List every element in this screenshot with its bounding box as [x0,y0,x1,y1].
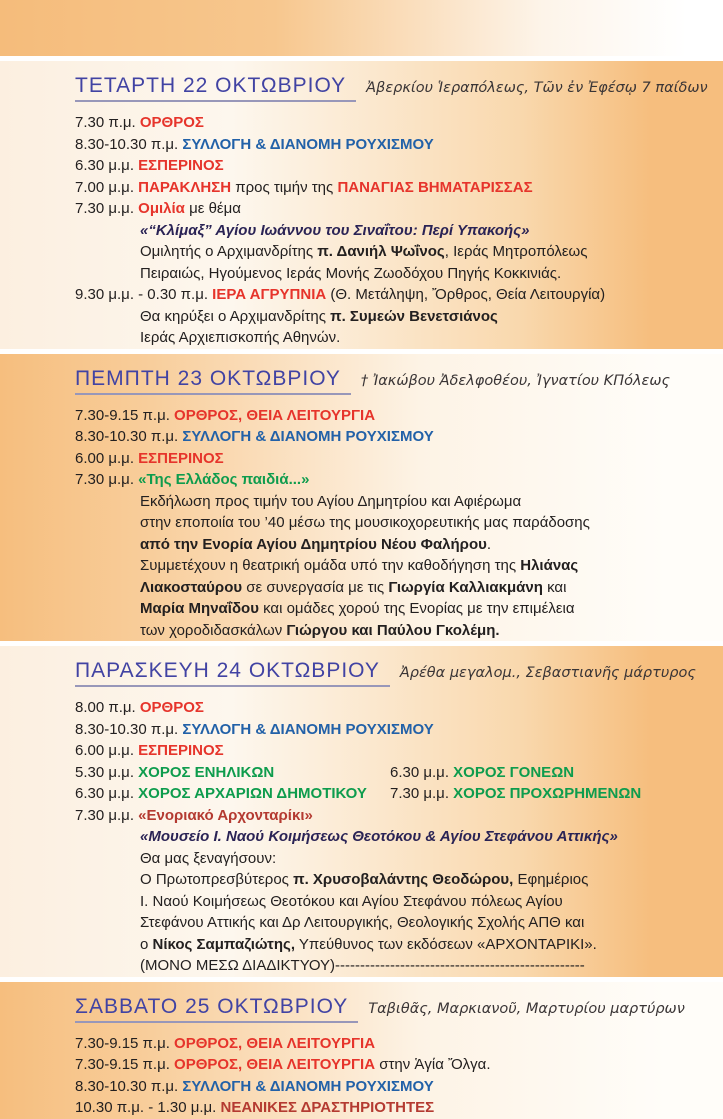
text-segment: π. Δανιήλ Ψωΐνος [317,243,445,260]
text-segment: ΠΑΝΑΓΙΑΣ ΒΗΜΑΤΑΡΙΣΣΑΣ [337,178,533,196]
text-segment: 6.30 μ.μ. [75,785,139,802]
schedule-line [140,327,693,349]
day-section-friday-24 [0,646,723,977]
text-segment: 7.00 μ.μ. [75,178,139,196]
day-title: ΠΕΜΠΤΗ 23 ΟΚΤΩΒΡΙΟΥ [75,367,351,395]
text-segment: ΟΡΘΡΟΣ, ΘΕΙΑ ΛΕΙΤΟΥΡΓΙΑ [174,1056,376,1073]
schedule-line [75,448,693,470]
text-segment: Εκδήλωση προς τιμήν του Αγίου Δημητρίου και Αφιέρωμα [140,492,522,510]
text-segment: 9.30 μ.μ. - 0.30 π.μ. [75,286,213,303]
schedule-line [75,198,693,220]
text-segment: π. Χρυσοβαλάντης Θεοδώρου, [293,871,514,888]
text-segment: 8.30-10.30 π.μ. [75,1077,183,1095]
day-header [75,74,708,102]
text-segment: 7.30 μ.μ. [390,785,454,802]
day-section-saturday-25 [0,982,723,1119]
schedule-line [140,491,693,513]
text-segment: από την Ενορία Αγίου Δημητρίου Νέου Φαλήρου [140,535,487,553]
text-segment: ΧΟΡΟΣ ΓΟΝΕΩΝ [453,763,575,781]
schedule-line [75,1097,693,1119]
text-segment: 7.30 μ.μ. [75,200,139,217]
text-segment: 6.30 μ.μ. [390,763,454,781]
text-segment: 6.00 μ.μ. [75,742,139,759]
schedule-line [75,740,693,762]
feast-names: Ἀρέθα μεγαλομ., Σεβαστιανῆς μάρτυρος [399,665,696,681]
text-segment: στην Ἁγία Ὄλγα. [375,1056,491,1073]
feast-names: † Ἰακώβου Ἀδελφοθέου, Ἰγνατίου ΚΠόλεως [360,372,671,389]
text-segment: Θα κηρύξει ο Αρχιμανδρίτης [140,307,331,325]
text-segment: 8.00 π.μ. [75,699,140,716]
text-segment: ΟΡΘΡΟΣ [139,699,204,716]
feast-names: Ταβιθᾶς, Μαρκιανοῦ, Μαρτυρίου μαρτύρων [368,1000,685,1017]
text-segment: ΣΥΛΛΟΓΗ & ΔΙΑΝΟΜΗ ΡΟΥΧΙΣΜΟΥ [182,1077,434,1095]
text-segment: Συμμετέχουν η θεατρική ομάδα υπό την καθοδήγηση της [140,557,521,574]
text-segment: Εφημέριος [513,871,589,888]
feast-names: Ἀβερκίου Ἱεραπόλεως, Τῶν ἐν Ἐφέσῳ 7 παίδων [366,80,708,96]
schedule-line [75,284,693,306]
text-segment: «Της Ελλάδος παιδιά...» [138,471,310,488]
text-segment: Ι. Ναού Κοιμήσεως Θεοτόκου και Αγίου Στεφάνου πόλεως Αγίου [140,892,563,910]
schedule-column [390,783,641,805]
schedule-line [75,805,693,827]
schedule-line [75,405,693,427]
text-segment: 6.30 μ.μ. [75,157,139,174]
day-title: ΤΕΤΑΡΤΗ 22 ΟΚΤΩΒΡΙΟΥ [75,74,356,102]
day-section-wednesday-22 [0,61,723,349]
text-segment: ΝΕΑΝΙΚΕΣ ΔΡΑΣΤΗΡΙΟΤΗΤΕΣ [220,1099,435,1116]
schedule-line [75,697,693,719]
schedule-line [140,306,693,328]
text-segment: ΧΟΡΟΣ ΠΡΟΧΩΡΗΜΕΝΩΝ [453,785,642,802]
schedule-line [75,1076,693,1098]
schedule-line [75,1033,693,1055]
text-segment: «“Κλίμαξ” Αγίου Ιωάννου του Σιναΐτου: Περί Υπακοής» [140,221,530,239]
schedule-line [140,555,693,577]
day-header [75,995,693,1023]
text-segment: , Ιεράς Μητροπόλεως [444,243,588,260]
text-segment: Ηλιάνας [520,557,579,574]
schedule-line [140,891,693,913]
text-segment: Υπεύθυνος των εκδόσεων «ΑΡΧΟΝΤΑΡΙΚΙ». [295,935,597,953]
schedule-column [390,762,574,784]
schedule-line [140,577,693,599]
text-segment: 7.30 π.μ. [75,114,140,131]
schedule-line [75,426,693,448]
schedule-line [140,826,693,848]
text-segment: Ο Πρωτοπρεσβύτερος [140,871,294,888]
text-segment: π. Συμεών Βενετσιάνος [330,307,498,325]
text-segment: ΟΡΘΡΟΣ, ΘΕΙΑ ΛΕΙΤΟΥΡΓΙΑ [174,1034,376,1052]
schedule-sections [0,61,723,1119]
day-header [75,367,693,395]
text-segment: 10.30 π.μ. - 1.30 μ.μ. [75,1099,221,1116]
schedule-line [75,762,693,784]
day-section-thursday-23 [0,354,723,642]
text-segment: Πειραιώς, Ηγούμενος Ιεράς Μονής Ζωοδόχου Πηγής Κοκκινιάς. [140,264,562,282]
schedule-line [140,620,693,642]
text-segment: ΣΥΛΛΟΓΗ & ΔΙΑΝΟΜΗ ΡΟΥΧΙΣΜΟΥ [182,135,434,153]
text-segment: ΟΡΘΡΟΣ [139,114,204,131]
text-segment: στην εποποιία του ’40 μέσω της μουσικοχορευτικής μας παράδοσης [140,514,590,531]
schedule-line [75,469,693,491]
text-segment: Ομιλία [138,200,185,217]
text-segment: ΙΕΡΑ ΑΓΡΥΠΝΙΑ [212,286,327,303]
text-segment: 5.30 μ.μ. [75,763,139,781]
schedule-line [140,934,693,956]
text-segment: Γιώργου και Παύλου Γκολέμη. [286,621,500,639]
day-title: ΠΑΡΑΣΚΕΥΗ 24 ΟΚΤΩΒΡΙΟΥ [75,659,390,687]
text-segment: ΣΥΛΛΟΓΗ & ΔΙΑΝΟΜΗ ΡΟΥΧΙΣΜΟΥ [182,428,434,445]
day-header [75,659,696,687]
text-segment: ο [140,935,153,953]
text-segment: Ομιλητής ο Αρχιμανδρίτης [140,243,318,260]
schedule-line [140,220,693,242]
text-segment: 8.30-10.30 π.μ. [75,135,183,153]
schedule-line [140,241,693,263]
text-segment: ΟΡΘΡΟΣ, ΘΕΙΑ ΛΕΙΤΟΥΡΓΙΑ [174,406,376,424]
text-segment: με θέμα [184,200,241,217]
schedule-line [75,155,693,177]
text-segment: 7.30-9.15 π.μ. [75,406,175,424]
schedule-line [75,719,693,741]
text-segment: ΧΟΡΟΣ ΑΡΧΑΡΙΩΝ ΔΗΜΟΤΙΚΟΥ [138,785,367,802]
schedule-line [140,869,693,891]
text-segment: 7.30 μ.μ. [75,806,139,824]
schedule-line [140,512,693,534]
text-segment: Νίκος Σαμπαζιώτης, [152,935,295,953]
schedule-line [140,912,693,934]
text-segment: 7.30-9.15 π.μ. [75,1056,175,1073]
text-segment: 7.30-9.15 π.μ. [75,1034,175,1052]
text-segment: Θα μας ξεναγήσουν: [140,849,277,867]
text-segment: Ιεράς Αρχιεπισκοπής Αθηνών. [140,329,341,346]
text-segment: . [486,535,492,553]
schedule-line [75,112,693,134]
text-segment: Μαρία Μηναΐδου [140,600,259,617]
text-segment: ΕΣΠΕΡΙΝΟΣ [138,157,224,174]
text-segment: ΕΣΠΕΡΙΝΟΣ [138,449,224,467]
day-title: ΣΑΒΒΑΤΟ 25 ΟΚΤΩΒΡΙΟΥ [75,995,358,1023]
schedule-line [75,1054,693,1076]
text-segment: των χοροδιδασκάλων [140,621,287,639]
text-segment: (Θ. Μετάληψη, Ὄρθρος, Θεία Λειτουργία) [326,286,606,303]
text-segment: ΣΥΛΛΟΓΗ & ΔΙΑΝΟΜΗ ΡΟΥΧΙΣΜΟΥ [182,720,434,738]
text-segment: Στεφάνου Αττικής και Δρ Λειτουργικής, Θεολογικής Σχολής ΑΠΘ και [140,914,585,931]
text-segment: και [542,578,567,596]
text-segment: ΠΑΡΑΚΛΗΣΗ [138,178,232,196]
text-segment: Γιωργία Καλλιακμάνη [388,578,543,596]
text-segment: (ΜΟΝΟ ΜΕΣΩ ΔΙΑΔΙΚΤΥΟΥ)-------------------------------------------------- [140,957,585,974]
text-segment: ΕΣΠΕΡΙΝΟΣ [138,742,224,759]
schedule-column [75,783,390,805]
text-segment: 6.00 μ.μ. [75,449,139,467]
text-segment: σε συνεργασία με τις [242,578,389,596]
schedule-line [140,848,693,870]
text-segment: και ομάδες χορού της Ενορίας με την επιμέλεια [258,600,575,617]
text-segment: ΧΟΡΟΣ ΕΝΗΛΙΚΩΝ [138,763,275,781]
schedule-line [140,598,693,620]
text-segment: 7.30 μ.μ. [75,471,139,488]
text-segment: «Μουσείο Ι. Ναού Κοιμήσεως Θεοτόκου & Αγίου Στεφάνου Αττικής» [140,828,618,845]
text-segment: Λιακοσταύρου [140,578,243,596]
text-segment: 8.30-10.30 π.μ. [75,720,183,738]
schedule-line [140,263,693,285]
schedule-line [75,177,693,199]
text-segment: «Ενοριακό Αρχονταρίκι» [138,806,313,824]
schedule-line [75,783,693,805]
schedule-line [140,534,693,556]
schedule-line [140,955,693,977]
schedule-column [75,762,390,784]
schedule-line [75,134,693,156]
top-gradient-band [0,0,723,56]
text-segment: προς τιμήν της [231,178,338,196]
text-segment: 8.30-10.30 π.μ. [75,428,183,445]
